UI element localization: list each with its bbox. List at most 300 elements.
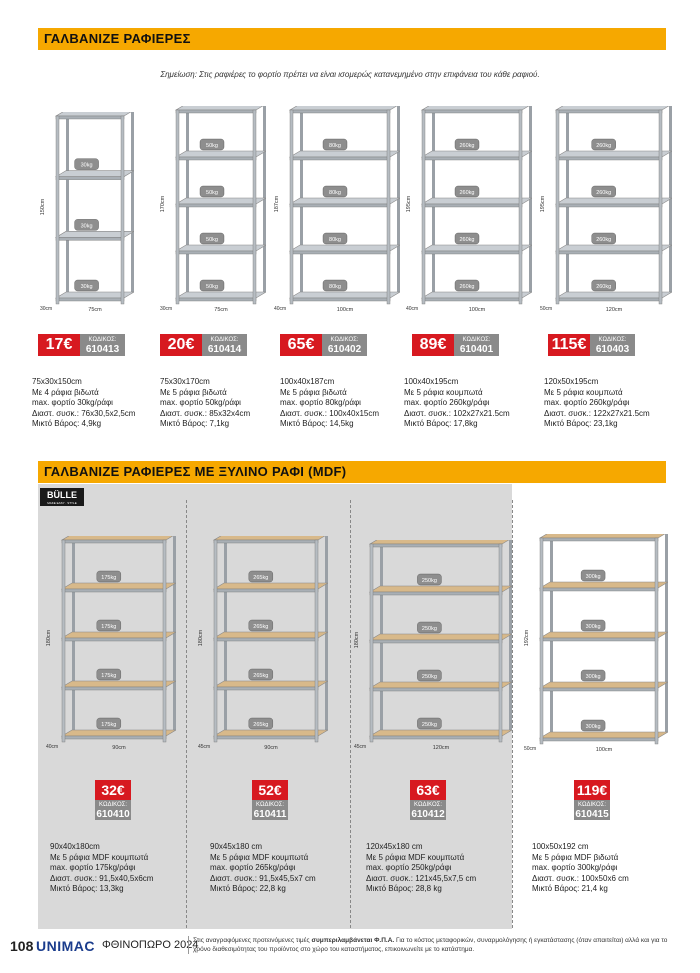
spec-line: Μικτό Βάρος: 13,3kg: [50, 884, 124, 893]
spec-line: Με 5 ράφια MDF κουμπωτά: [366, 852, 465, 862]
spec-line: Μικτό Βάρος: 4,9kg: [32, 419, 102, 428]
shelf-unit-image: [36, 112, 134, 322]
weight-badge: [249, 571, 273, 582]
height-dimension: 195cm: [406, 195, 412, 213]
product-code: [454, 334, 499, 356]
svg-text:260kg: 260kg: [459, 284, 475, 290]
svg-text:80kg: 80kg: [329, 284, 341, 290]
shelf-edge: [214, 638, 318, 641]
shelf-board: [176, 292, 266, 298]
shelf-board: [176, 151, 266, 157]
shelf-post: [659, 110, 662, 304]
spec-line: Διαστ. συσκ.: 122x27x21.5cm: [544, 408, 650, 418]
code-number: 610414: [207, 344, 242, 355]
spec-line: Μικτό Βάρος: 23,1kg: [544, 419, 618, 428]
shelf-edge: [62, 736, 166, 739]
price-value: 119€: [574, 780, 610, 800]
weight-badge: [581, 670, 605, 681]
product-specs: [366, 842, 476, 895]
shelf-edge: [556, 251, 662, 254]
price-value: 65€: [280, 334, 322, 356]
shelf-board: [214, 536, 328, 540]
spec-line: Διαστ. συσκ.: 91,5x40,5x6cm: [50, 873, 154, 883]
price-value: 20€: [160, 334, 202, 356]
disclaimer: Στις αναγραφόμενες προτεινόμενες τιμές συμπεριλαμβάνεται Φ.Π.Α. Για το κόστος μεταφορικών, συναρμολόγησης ή εγκατάστασης (όταν απαιτείται) αλλά και για το χρόνο διαθεσιμότητας του προϊόντος στο χώρο του καταστήματος, επικοινωνείτε με το κατάστημα.: [188, 936, 668, 954]
product-specs: [404, 377, 510, 430]
spec-line: Μικτό Βάρος: 22,8 kg: [210, 884, 286, 893]
shelf-unit-image: [270, 106, 400, 322]
shelf-post: [62, 540, 65, 742]
width-dimension: 120cm: [432, 745, 450, 751]
shelf-board: [540, 682, 668, 688]
svg-text:50kg: 50kg: [206, 190, 218, 196]
spec-line: Με 5 ράφια βιδωτά: [160, 387, 227, 397]
spec-line: max. φορτίο 265kg/ράφι: [210, 863, 296, 872]
shelf-edge: [556, 204, 662, 207]
spec-line: Μικτό Βάρος: 17,8kg: [404, 419, 478, 428]
shelf-edge: [540, 538, 658, 541]
spec-line: Με 5 ράφια κουμπωτά: [404, 387, 483, 397]
spec-line: Διαστ. συσκ.: 91,5x45,5x7 cm: [210, 873, 316, 883]
depth-dimension: 30cm: [40, 306, 53, 312]
width-dimension: 100cm: [468, 307, 486, 313]
shelf-post: [214, 540, 217, 742]
depth-dimension: 40cm: [274, 306, 287, 312]
price-tag: [410, 780, 446, 820]
unimac-logo: UNIMAC: [36, 938, 95, 954]
weight-badge: [592, 139, 616, 150]
weight-badge: [249, 620, 273, 631]
spec-line: max. φορτίο 175kg/ράφι: [50, 863, 136, 872]
weight-badge: [417, 622, 441, 633]
svg-text:260kg: 260kg: [596, 190, 612, 196]
svg-text:260kg: 260kg: [596, 143, 612, 149]
shelf-board: [422, 198, 532, 204]
product-specs: [280, 377, 379, 430]
shelf-post: [315, 540, 318, 742]
product-code: [590, 334, 635, 356]
svg-text:300kg: 300kg: [585, 574, 601, 580]
shelf-post: [540, 538, 543, 744]
code-label: ΚΩΔΙΚΟΣ:: [255, 802, 285, 808]
shelf-edge: [290, 204, 390, 207]
price-tag: [252, 780, 288, 820]
spec-line: max. φορτίο 30kg/ράφι: [32, 398, 113, 407]
svg-text:265kg: 265kg: [253, 575, 269, 581]
shelf-board: [370, 586, 512, 592]
weight-badge: [581, 620, 605, 631]
svg-text:50kg: 50kg: [206, 237, 218, 243]
height-dimension: 192cm: [524, 629, 530, 647]
height-dimension: 187cm: [274, 195, 280, 213]
spec-line: Διαστ. συσκ.: 121x45,5x7,5 cm: [366, 873, 477, 883]
weight-badge: [581, 720, 605, 731]
shelf-board: [556, 106, 672, 110]
svg-text:250kg: 250kg: [421, 626, 437, 632]
svg-text:250kg: 250kg: [421, 578, 437, 584]
weight-badge: [455, 280, 479, 291]
shelf-board: [176, 106, 266, 110]
shelf-unit-image: [156, 106, 266, 322]
shelf-board: [62, 730, 176, 736]
spec-line: Μικτό Βάρος: 7,1kg: [160, 419, 230, 428]
shelf-post: [499, 544, 502, 742]
shelf-board: [62, 536, 176, 540]
spec-line: 75x30x150cm: [32, 377, 82, 386]
code-number: 610411: [253, 809, 287, 820]
shelf-board: [556, 198, 672, 204]
shelf-edge: [540, 738, 658, 741]
shelf-unit-image: [536, 106, 672, 322]
price-value: 17€: [38, 334, 80, 356]
width-dimension: 75cm: [214, 307, 228, 313]
svg-text:30kg: 30kg: [80, 223, 93, 230]
spec-line: Με 5 ράφια κουμπωτά: [544, 387, 623, 397]
shelf-board: [62, 632, 176, 638]
weight-badge: [249, 669, 273, 680]
shelf-edge: [62, 540, 166, 543]
price-tag: [38, 334, 125, 356]
svg-text:175kg: 175kg: [101, 673, 117, 679]
weight-badge: [323, 186, 347, 197]
weight-badge: [417, 574, 441, 585]
code-number: 610410: [96, 809, 130, 820]
shelf-post: [290, 110, 293, 304]
spec-line: 120x45x180 cm: [366, 842, 423, 851]
shelf-edge: [370, 592, 502, 595]
shelf-edge: [176, 204, 256, 207]
season-label: ΦΘΙΝΟΠΩΡΟ 2024: [102, 939, 199, 951]
load-note: Σημείωση: Στις ραφιέρες το φορτίο πρέπει να είναι ισομερώς κατανεμημένο στην επιφάνεια του κάθε ραφιού.: [160, 70, 540, 79]
weight-badge: [323, 233, 347, 244]
spec-line: max. φορτίο 50kg/ράφι: [160, 398, 241, 407]
shelf-edge: [290, 110, 390, 113]
section-title-galvanized: ΓΑΛΒΑΝΙΖΕ ΡΑΦΙΕΡΕΣ: [38, 28, 666, 50]
weight-badge: [97, 571, 121, 582]
weight-badge: [323, 280, 347, 291]
shelf-edge: [422, 204, 522, 207]
code-number: 610413: [85, 344, 120, 355]
width-dimension: 100cm: [595, 747, 613, 753]
shelf-board: [62, 681, 176, 687]
spec-line: Με 4 ράφια βιδωτά: [32, 387, 99, 397]
code-number: 610412: [411, 809, 445, 820]
shelf-edge: [540, 638, 658, 641]
shelf-board: [540, 632, 668, 638]
spec-line: max. φορτίο 80kg/ράφι: [280, 398, 361, 407]
shelf-post: [556, 110, 559, 304]
shelf-edge: [56, 237, 124, 240]
product-code: [95, 800, 131, 820]
shelf-edge: [540, 688, 658, 691]
shelf-board: [176, 198, 266, 204]
footer: [0, 931, 700, 973]
svg-text:260kg: 260kg: [596, 284, 612, 290]
svg-text:175kg: 175kg: [101, 722, 117, 728]
shelf-board: [290, 198, 400, 204]
weight-badge: [455, 139, 479, 150]
spec-line: Μικτό Βάρος: 28,8 kg: [366, 884, 442, 893]
svg-text:260kg: 260kg: [459, 237, 475, 243]
shelf-board: [176, 245, 266, 251]
weight-badge: [200, 186, 224, 197]
shelf-post: [56, 116, 59, 304]
depth-dimension: 50cm: [540, 306, 553, 312]
page-number: 108: [10, 938, 34, 954]
weight-badge: [592, 233, 616, 244]
shelf-board: [422, 245, 532, 251]
spec-line: max. φορτίο 250kg/ράφι: [366, 863, 452, 872]
shelf-board: [540, 582, 668, 588]
height-dimension: 170cm: [160, 195, 166, 213]
code-label: ΚΩΔΙΚΟΣ:: [210, 337, 239, 343]
weight-badge: [581, 570, 605, 581]
svg-text:300kg: 300kg: [585, 624, 601, 630]
code-label: ΚΩΔΙΚΟΣ:: [577, 802, 607, 808]
weight-badge: [323, 139, 347, 150]
spec-line: max. φορτίο 260kg/ράφι: [544, 398, 630, 407]
product-specs: [532, 842, 629, 895]
svg-text:300kg: 300kg: [585, 674, 601, 680]
shelf-post: [519, 110, 522, 304]
shelf-board: [290, 245, 400, 251]
code-number: 610403: [595, 344, 630, 355]
svg-text:175kg: 175kg: [101, 575, 117, 581]
shelf-post: [121, 116, 124, 304]
svg-text:260kg: 260kg: [459, 143, 475, 149]
shelf-edge: [370, 640, 502, 643]
shelf-board: [290, 106, 400, 110]
svg-text:80kg: 80kg: [329, 237, 341, 243]
svg-text:175kg: 175kg: [101, 624, 117, 630]
shelf-edge: [176, 110, 256, 113]
shelf-edge: [556, 298, 662, 301]
shelf-edge: [62, 687, 166, 690]
shelf-edge: [422, 251, 522, 254]
shelf-edge: [56, 298, 124, 301]
shelf-edge: [62, 638, 166, 641]
spec-line: Μικτό Βάρος: 21,4 kg: [532, 884, 608, 893]
shelf-board: [540, 732, 668, 738]
spec-line: 100x50x192 cm: [532, 842, 589, 851]
shelf-edge: [370, 736, 502, 739]
shelf-board: [56, 112, 134, 116]
spec-line: 90x40x180cm: [50, 842, 100, 851]
code-number: 610415: [575, 809, 609, 820]
code-label: ΚΩΔΙΚΟΣ:: [330, 337, 359, 343]
bulle-logo: BÜLLE MAKE EASY · STYLE: [40, 488, 84, 506]
weight-badge: [455, 186, 479, 197]
width-dimension: 120cm: [605, 307, 623, 313]
price-tag: [280, 334, 367, 356]
shelf-board: [422, 151, 532, 157]
height-dimension: 180cm: [46, 629, 52, 647]
weight-badge: [417, 718, 441, 729]
shelf-post: [176, 110, 179, 304]
spec-line: Με 5 ράφια βιδωτά: [280, 387, 347, 397]
product-specs: [160, 377, 250, 430]
product-code: [322, 334, 367, 356]
spec-line: Διαστ. συσκ.: 100x40x15cm: [280, 408, 380, 418]
weight-badge: [75, 219, 99, 230]
code-label: ΚΩΔΙΚΟΣ:: [598, 337, 627, 343]
depth-dimension: 45cm: [354, 744, 367, 750]
shelf-edge: [422, 157, 522, 160]
shelf-edge: [556, 157, 662, 160]
spec-line: Με 5 ράφια MDF κουμπωτά: [50, 852, 149, 862]
shelf-board: [556, 151, 672, 157]
svg-text:265kg: 265kg: [253, 624, 269, 630]
shelf-edge: [176, 298, 256, 301]
shelf-edge: [290, 298, 390, 301]
shelf-edge: [62, 589, 166, 592]
weight-badge: [592, 186, 616, 197]
svg-text:260kg: 260kg: [596, 237, 612, 243]
product-code: [252, 800, 288, 820]
price-tag: [160, 334, 247, 356]
shelf-edge: [556, 110, 662, 113]
shelf-edge: [56, 177, 124, 180]
shelf-edge: [214, 687, 318, 690]
shelf-board: [422, 106, 532, 110]
shelf-edge: [370, 544, 502, 547]
divider: [186, 500, 187, 928]
shelf-edge: [370, 688, 502, 691]
weight-badge: [592, 280, 616, 291]
price-value: 89€: [412, 334, 454, 356]
shelf-post: [370, 544, 373, 742]
height-dimension: 195cm: [540, 195, 546, 213]
weight-badge: [249, 718, 273, 729]
svg-text:265kg: 265kg: [253, 722, 269, 728]
shelf-edge: [214, 540, 318, 543]
depth-dimension: 50cm: [524, 746, 537, 752]
shelf-unit-image: [42, 536, 176, 760]
shelf-board: [370, 634, 512, 640]
shelf-edge: [422, 110, 522, 113]
product-specs: [32, 377, 135, 430]
spec-line: 120x50x195cm: [544, 377, 599, 386]
height-dimension: 150cm: [40, 198, 46, 216]
shelf-post: [387, 110, 390, 304]
code-label: ΚΩΔΙΚΟΣ:: [413, 802, 443, 808]
code-number: 610401: [459, 344, 494, 355]
shelf-board: [214, 632, 328, 638]
price-value: 32€: [95, 780, 131, 800]
price-value: 115€: [548, 334, 590, 356]
shelf-edge: [290, 157, 390, 160]
shelf-board: [556, 245, 672, 251]
spec-line: max. φορτίο 260kg/ράφι: [404, 398, 490, 407]
shelf-board: [290, 151, 400, 157]
shelf-board: [556, 292, 672, 298]
shelf-unit-image: [520, 534, 668, 762]
svg-text:300kg: 300kg: [585, 724, 601, 730]
product-specs: [50, 842, 153, 895]
shelf-post: [163, 540, 166, 742]
svg-text:30kg: 30kg: [80, 162, 93, 169]
shelf-edge: [176, 251, 256, 254]
shelf-unit-image: [194, 536, 328, 760]
weight-badge: [417, 670, 441, 681]
weight-badge: [75, 280, 99, 291]
width-dimension: 90cm: [112, 745, 126, 751]
product-code: [574, 800, 610, 820]
price-tag: [574, 780, 610, 820]
spec-line: Διαστ. συσκ.: 102x27x21.5cm: [404, 408, 510, 418]
spec-line: Με 5 ράφια MDF βιδωτά: [532, 852, 619, 862]
spec-line: Διαστ. συσκ.: 85x32x4cm: [160, 408, 251, 418]
shelf-board: [62, 583, 176, 589]
shelf-unit-image: [402, 106, 532, 322]
depth-dimension: 45cm: [198, 744, 211, 750]
shelf-board: [370, 682, 512, 688]
weight-badge: [97, 669, 121, 680]
svg-text:80kg: 80kg: [329, 190, 341, 196]
shelf-unit-image: [350, 540, 512, 760]
shelf-edge: [290, 251, 390, 254]
weight-badge: [97, 718, 121, 729]
weight-badge: [97, 620, 121, 631]
svg-text:250kg: 250kg: [421, 674, 437, 680]
shelf-edge: [214, 589, 318, 592]
product-specs: [210, 842, 316, 895]
section-title-mdf: ΓΑΛΒΑΝΙΖΕ ΡΑΦΙΕΡΕΣ ΜΕ ΞΥΛΙΝΟ ΡΑΦΙ (MDF): [38, 461, 666, 483]
price-value: 52€: [252, 780, 288, 800]
shelf-board: [370, 730, 512, 736]
code-label: ΚΩΔΙΚΟΣ:: [98, 802, 128, 808]
svg-text:50kg: 50kg: [206, 143, 218, 149]
shelf-board: [214, 681, 328, 687]
depth-dimension: 40cm: [46, 744, 59, 750]
shelf-board: [214, 583, 328, 589]
depth-dimension: 30cm: [160, 306, 173, 312]
shelf-board: [422, 292, 532, 298]
shelf-board: [540, 534, 668, 538]
svg-text:260kg: 260kg: [459, 190, 475, 196]
shelf-edge: [540, 588, 658, 591]
depth-dimension: 40cm: [406, 306, 419, 312]
spec-line: Διαστ. συσκ.: 100x50x6 cm: [532, 873, 629, 883]
shelf-edge: [56, 116, 124, 119]
spec-line: 100x40x195cm: [404, 377, 459, 386]
shelf-edge: [176, 157, 256, 160]
shelf-board: [290, 292, 400, 298]
width-dimension: 100cm: [336, 307, 354, 313]
width-dimension: 90cm: [264, 745, 278, 751]
svg-text:80kg: 80kg: [329, 143, 341, 149]
height-dimension: 180cm: [198, 629, 204, 647]
svg-text:265kg: 265kg: [253, 673, 269, 679]
shelf-board: [214, 730, 328, 736]
divider: [512, 500, 513, 928]
shelf-board: [370, 540, 512, 544]
spec-line: 75x30x170cm: [160, 377, 210, 386]
product-code: [80, 334, 125, 356]
weight-badge: [200, 280, 224, 291]
spec-line: max. φορτίο 300kg/ράφι: [532, 863, 618, 872]
weight-badge: [75, 159, 99, 170]
spec-line: 100x40x187cm: [280, 377, 335, 386]
product-code: [202, 334, 247, 356]
svg-text:50kg: 50kg: [206, 284, 218, 290]
code-label: ΚΩΔΙΚΟΣ:: [462, 337, 491, 343]
weight-badge: [200, 233, 224, 244]
product-specs: [544, 377, 650, 430]
weight-badge: [455, 233, 479, 244]
shelf-post: [66, 112, 69, 292]
code-label: ΚΩΔΙΚΟΣ:: [88, 337, 117, 343]
